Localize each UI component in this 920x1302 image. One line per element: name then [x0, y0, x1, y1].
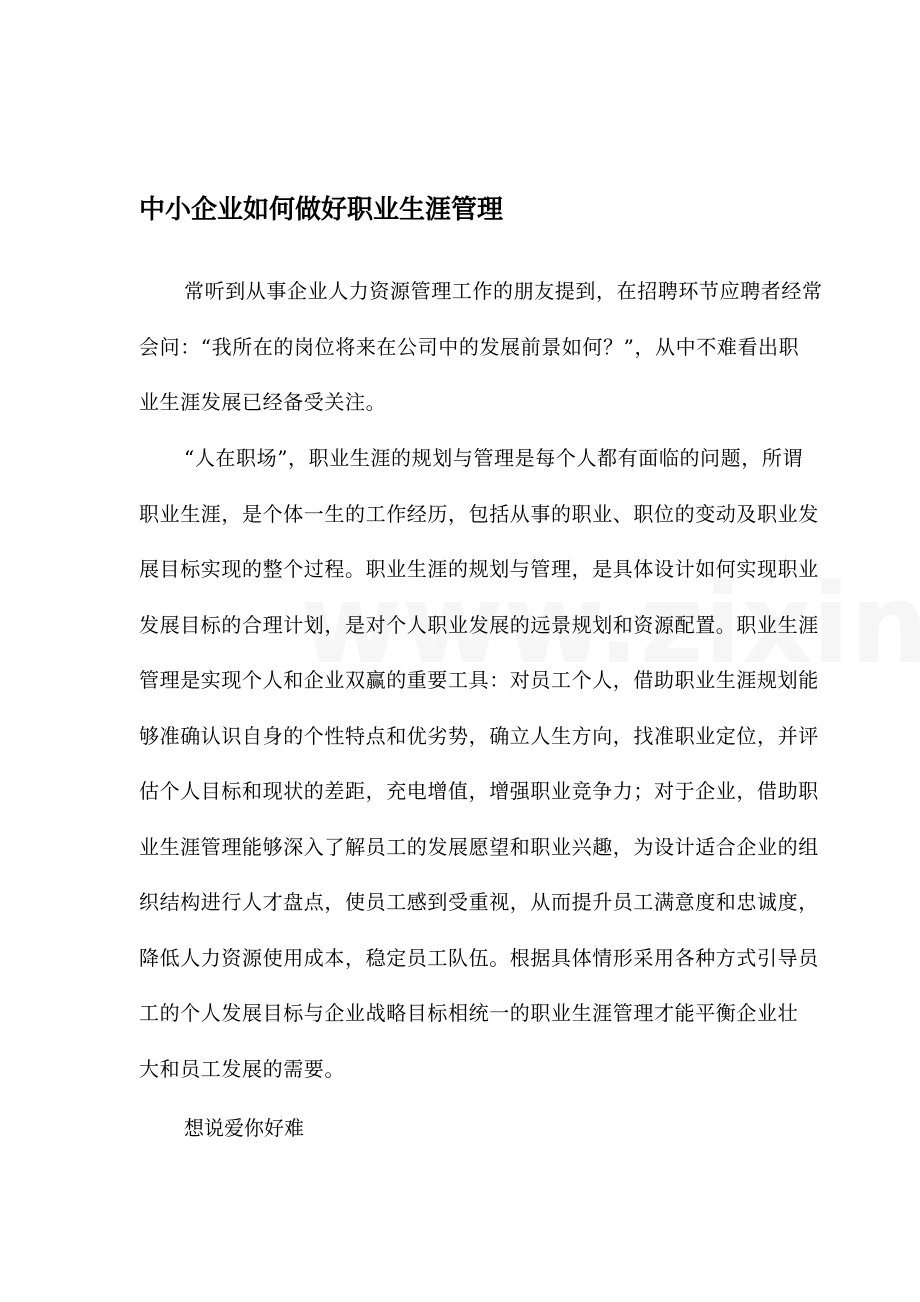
paragraph-line: 织结构进行人才盘点，使员工感到受重视，从而提升员工满意度和忠诚度，	[139, 890, 819, 914]
paragraph-line: 业生涯发展已经备受关注。	[139, 390, 387, 414]
paragraph-line: 常听到从事企业人力资源管理工作的朋友提到，在招聘环节应聘者经常	[184, 279, 823, 303]
paragraph-2	[139, 431, 861, 1097]
paragraph-line: 够准确认识自身的个性特点和优劣势，确立人生方向，找准职业定位，并评	[139, 723, 819, 748]
paragraph-line: “人在职场”，职业生涯的规划与管理是每个人都有面临的问题，所谓	[184, 446, 804, 470]
paragraph-line: 发展目标的合理计划，是对个人职业发展的远景规划和资源配置。职业生涯	[139, 612, 819, 637]
paragraph-line: 管理是实现个人和企业双赢的重要工具：对员工个人，借助职业生涯规划能	[139, 668, 819, 692]
paragraph-line: 展目标实现的整个过程。职业生涯的规划与管理，是具体设计如何实现职业	[139, 557, 819, 581]
paragraph-line: 业生涯管理能够深入了解员工的发展愿望和职业兴趣，为设计适合企业的组	[139, 834, 819, 859]
paragraph-line: 职业生涯，是个体一生的工作经历，包括从事的职业、职位的变动及职业发	[139, 501, 819, 526]
paragraph-line: 工的个人发展目标与企业战略目标相统一的职业生涯管理才能平衡企业壮	[139, 1001, 799, 1025]
document-title: 中小企业如何做好职业生涯管理	[139, 195, 504, 225]
paragraph-3: 想说爱你好难	[184, 1116, 304, 1140]
paragraph-line: 大和员工发展的需要。	[139, 1056, 345, 1081]
paragraph-line: 降低人力资源使用成本，稳定员工队伍。根据具体情形采用各种方式引导员	[139, 945, 819, 970]
paragraph-line: 会问：“我所在的岗位将来在公司中的发展前景如何？”，从中不难看出职	[139, 334, 800, 359]
paragraph-1	[139, 264, 861, 431]
paragraph-line: 估个人目标和现状的差距，充电增值，增强职业竞争力；对于企业，借助职	[139, 779, 819, 803]
